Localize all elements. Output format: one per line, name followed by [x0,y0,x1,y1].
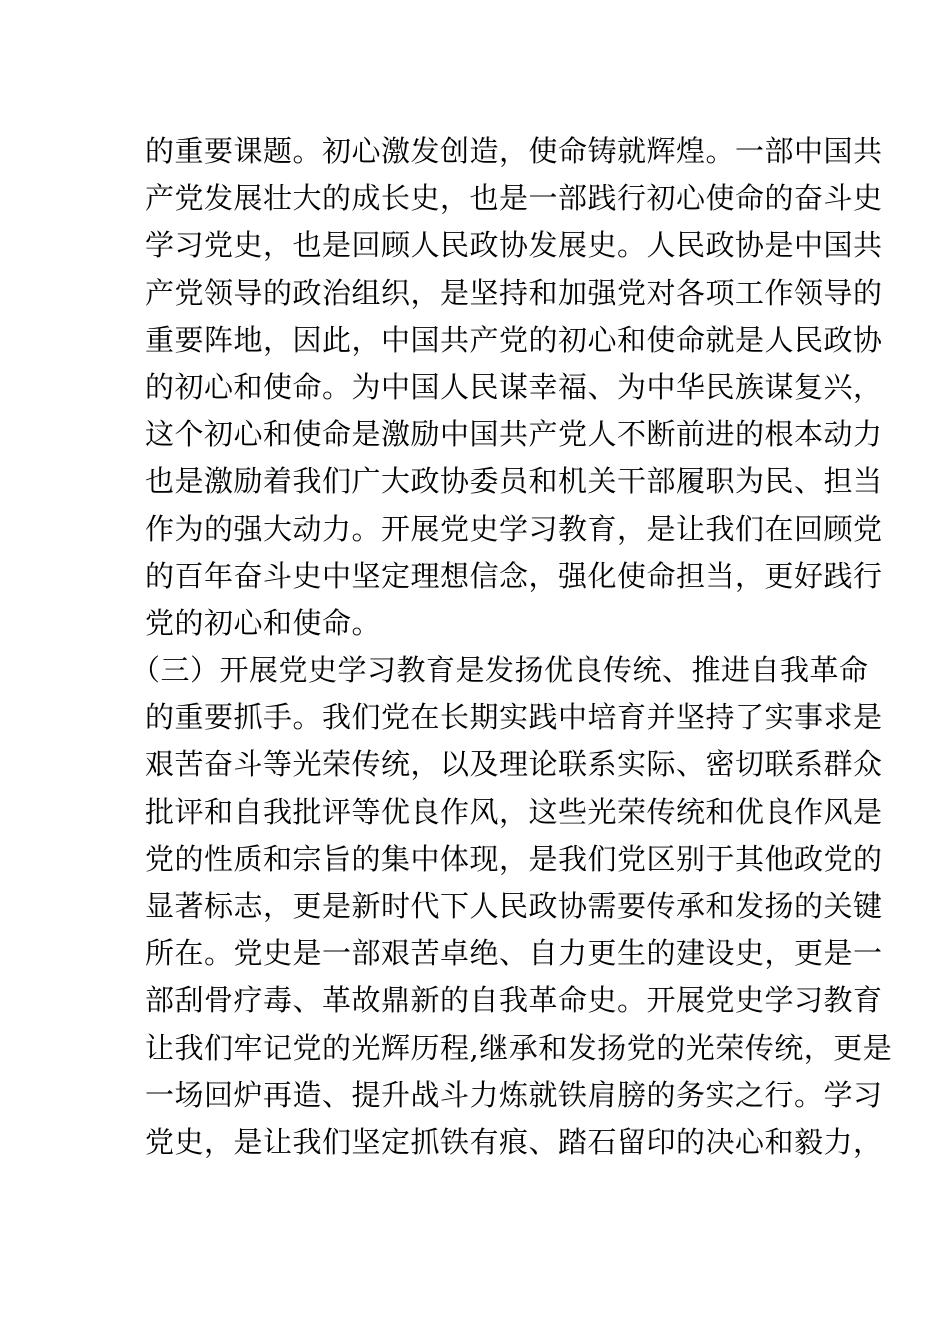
text-line: 党的性质和宗旨的集中体现，是我们党区别于其他政党的 [145,841,883,876]
text-line: 艰苦奋斗等光荣传统，以及理论联系实际、密切联系群众 [145,747,883,782]
text-line: 所在。党史是一部艰苦卓绝、自力更生的建设史，更是一 [145,936,883,971]
text-line: 让我们牢记党的光辉历程,继承和发扬党的光荣传统，更是 [145,1030,893,1065]
text-line: 党史，是让我们坚定抓铁有痕、踏石留印的决心和毅力， [145,1124,883,1159]
text-line: 产党领导的政治组织，是坚持和加强党对各项工作领导的 [145,275,883,310]
text-line: 党的初心和使命。 [145,605,382,640]
body-text [131,128,893,1166]
text-line: 批评和自我批评等优良作风，这些光荣传统和优良作风是 [145,794,883,829]
text-line: 的百年奋斗史中坚定理想信念，强化使命担当，更好践行 [145,558,883,593]
text-line: 一场回炉再造、提升战斗力炼就铁肩膀的务实之行。学习 [145,1077,883,1112]
text-line: 这个初心和使命是激励中国共产党人不断前进的根本动力 [145,417,883,452]
text-line: 作为的强大动力。开展党史学习教育，是让我们在回顾党 [145,511,883,546]
section-heading-line: （三）开展党史学习教育是发扬优良传统、推进自我革命 [131,653,869,688]
text-line: 也是激励着我们广大政协委员和机关干部履职为民、担当 [145,464,883,499]
text-line: 的重要课题。初心激发创造，使命铸就辉煌。一部中国共 [145,134,883,168]
text-line: 产党发展壮大的成长史，也是一部践行初心使命的奋斗史 [145,181,883,216]
text-line: 重要阵地，因此，中国共产党的初心和使命就是人民政协 [145,322,883,357]
text-line: 的初心和使命。为中国人民谋幸福、为中华民族谋复兴， [145,369,883,404]
text-line: 部刮骨疗毒、革故鼎新的自我革命史。开展党史学习教育 [145,983,883,1018]
text-line: 学习党史，也是回顾人民政协发展史。人民政协是中国共 [145,228,883,263]
text-line: 的重要抓手。我们党在长期实践中培育并坚持了实事求是 [145,700,883,735]
text-line: 显著标志，更是新时代下人民政协需要传承和发扬的关键 [145,889,883,923]
